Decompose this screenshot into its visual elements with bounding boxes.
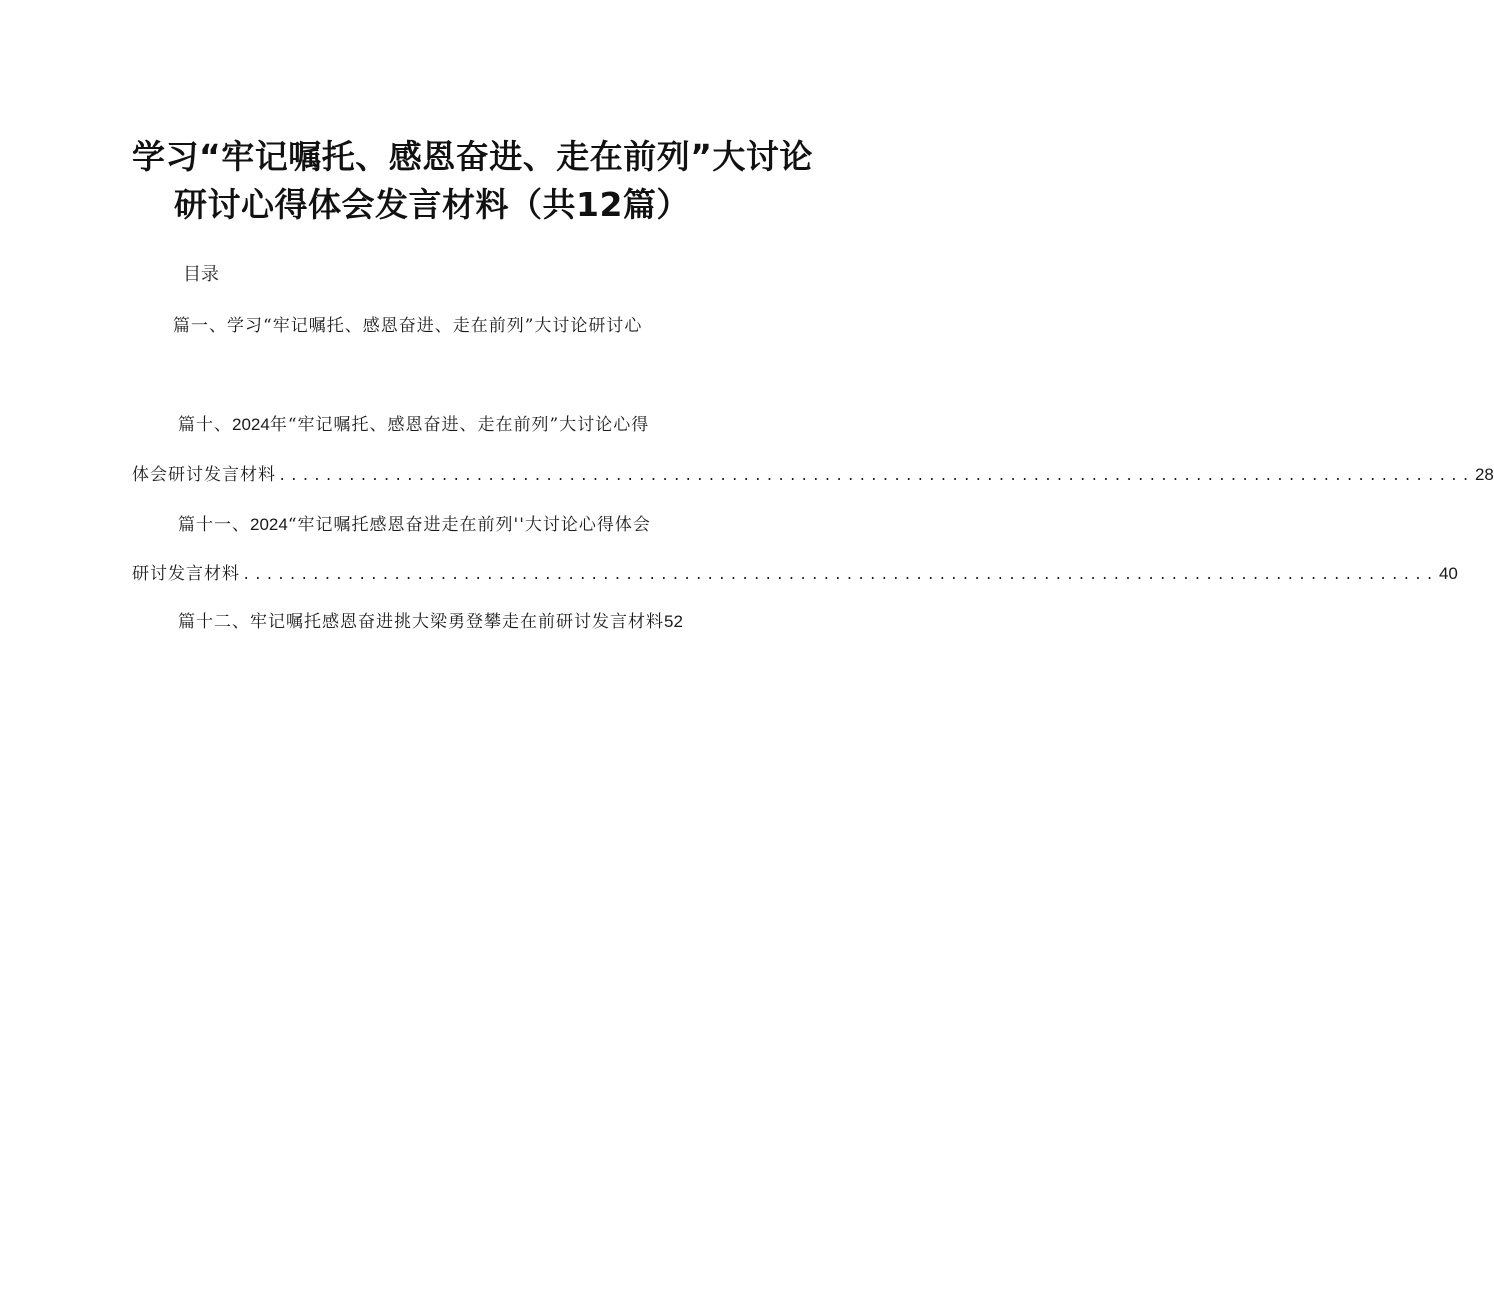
toc-entry-11-continuation: 研讨发言材料 (132, 564, 240, 584)
toc-entry-10-page-number: 28 (1474, 465, 1494, 484)
toc-entry-11-line-2[interactable] (132, 562, 1458, 588)
toc-entry-12-page-number: 52 (664, 612, 683, 631)
toc-leader-dots: ....................................................................................................... (278, 469, 1473, 485)
toc-entry-10-continuation: 体会研讨发言材料 (132, 465, 276, 485)
document-title-line-1: 学习“牢记嘱托、感恩奋进、走在前列”大讨论 (132, 137, 813, 176)
toc-entry-11-year: 2024 (250, 515, 288, 534)
toc-entry-10-rest: 年“牢记嘱托、感恩奋进、走在前列”大讨论心得 (269, 415, 650, 435)
toc-entry-11-prefix: 篇十一、 (178, 515, 250, 535)
toc-entry-11-line-1[interactable] (178, 513, 651, 537)
toc-entry-1[interactable] (173, 314, 642, 338)
toc-entry-11-page-number: 40 (1438, 564, 1458, 583)
toc-entry-10-prefix: 篇十、 (178, 415, 232, 435)
toc-entry-10-line-1[interactable] (178, 413, 649, 437)
toc-entry-10-year: 2024 (232, 415, 270, 434)
toc-entry-1-text: 篇一、学习“牢记嘱托、感恩奋进、走在前列”大讨论研讨心 (173, 316, 643, 336)
toc-leader-dots: ....................................................................................................... (242, 568, 1437, 584)
toc-entry-11-rest: “牢记嘱托感恩奋进走在前列''大讨论心得体会 (287, 515, 651, 535)
toc-heading: 目录 (183, 264, 219, 285)
toc-entry-12[interactable] (178, 610, 683, 634)
toc-entry-12-text: 篇十二、牢记嘱托感恩奋进挑大梁勇登攀走在前研讨发言材料 (178, 612, 664, 632)
toc-entry-10-line-2[interactable] (132, 463, 1494, 489)
document-title-line-2: 研讨心得体会发言材料（共12篇） (174, 185, 690, 224)
